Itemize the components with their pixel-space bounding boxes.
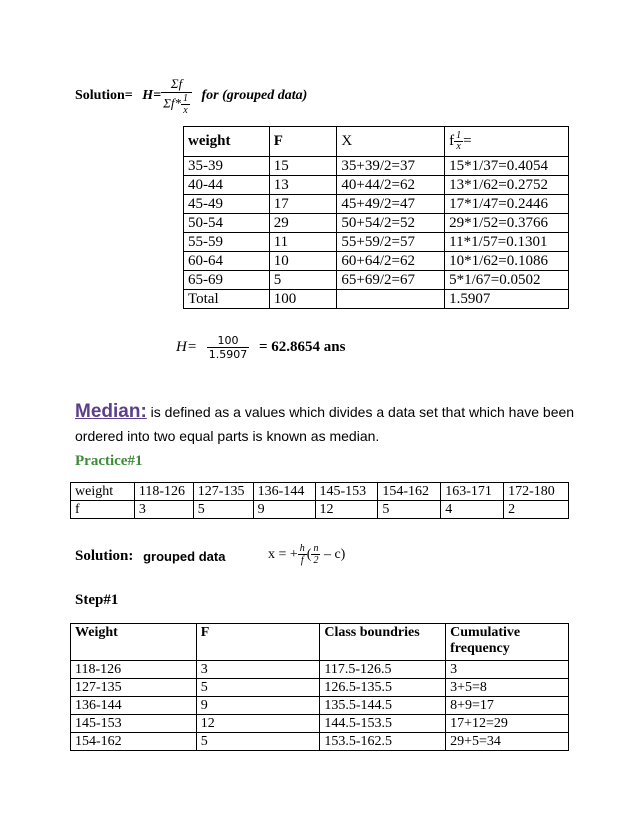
table-cell: 9 (253, 501, 315, 519)
header-f-letter: f (449, 133, 455, 149)
table-cell: 154-162 (71, 733, 197, 751)
table-cell: 136-144 (253, 483, 315, 501)
table-cell: 3 (196, 661, 320, 679)
table-row (71, 715, 569, 733)
table-row (184, 214, 569, 233)
table-cell: weight (71, 483, 135, 501)
h-over-f (298, 543, 307, 566)
table-cell: 3+5=8 (446, 679, 569, 697)
table-cell: 50+54/2=52 (337, 214, 445, 233)
practice-table-body (71, 483, 569, 519)
table-cell: 136-144 (71, 697, 197, 715)
header-f: F (269, 127, 337, 157)
inner-num: 1 (183, 93, 188, 104)
table-cell: 55-59 (184, 233, 270, 252)
table-cell: 12 (315, 501, 378, 519)
table-cell: 45+49/2=47 (337, 195, 445, 214)
table-cell: 127-135 (71, 679, 197, 697)
table-row (71, 733, 569, 751)
table-row (184, 195, 569, 214)
median-text-2: ordered into two equal parts is known as median. (75, 428, 380, 444)
table-cell: 8+9=17 (446, 697, 569, 715)
table-cell: 13*1/62=0.2752 (445, 176, 569, 195)
solution2-label: Solution: (75, 548, 134, 565)
practice-table (70, 482, 569, 519)
inner-fraction (181, 93, 190, 116)
formula-n: n (313, 543, 319, 554)
table-cell: 163-171 (441, 483, 504, 501)
table-row (184, 176, 569, 195)
table-row (184, 233, 569, 252)
table-row (184, 157, 569, 176)
formula-f: f (300, 555, 304, 566)
header-f-over-x (445, 127, 569, 157)
step-heading: Step#1 (75, 592, 119, 608)
formula-prefix: x = + (268, 546, 298, 562)
table-cell: 153.5-162.5 (320, 733, 446, 751)
h-result-num: 100 (207, 334, 250, 348)
step-header-cumulative: Cumulative frequency (446, 624, 569, 661)
table-cell: 29*1/52=0.3766 (445, 214, 569, 233)
table-cell: 17+12=29 (446, 715, 569, 733)
step-table (70, 623, 569, 751)
table-cell: 10 (269, 252, 337, 271)
table-cell: 45-49 (184, 195, 270, 214)
header-eq: = (463, 133, 472, 149)
median-definition (75, 400, 575, 448)
table-cell: 17 (269, 195, 337, 214)
step-table-body (71, 661, 569, 751)
table-cell: 3 (134, 501, 193, 519)
median-title: Median: (75, 401, 147, 422)
table-cell: 55+59/2=57 (337, 233, 445, 252)
table-cell: 40-44 (184, 176, 270, 195)
step-header-weight: Weight (71, 624, 197, 661)
table-cell: 60+64/2=62 (337, 252, 445, 271)
table-cell: 50-54 (184, 214, 270, 233)
table-cell: 15*1/37=0.4054 (445, 157, 569, 176)
table-cell: 145-153 (71, 715, 197, 733)
table-row (71, 679, 569, 697)
table-cell: 5 (196, 733, 320, 751)
harmonic-denominator (161, 93, 192, 116)
table-cell: 60-64 (184, 252, 270, 271)
table-cell: 5*1/67=0.0502 (445, 271, 569, 290)
table-cell: 117.5-126.5 (320, 661, 446, 679)
table-cell: Total (184, 290, 270, 309)
step-header-f: F (196, 624, 320, 661)
harmonic-fraction (161, 76, 192, 116)
step-header-row (71, 624, 569, 661)
table-row (71, 661, 569, 679)
step-header-boundaries: Class boundries (320, 624, 446, 661)
table-cell: 5 (269, 271, 337, 290)
table-row (71, 483, 569, 501)
inner-den: x (183, 105, 188, 116)
table-cell: 5 (196, 679, 320, 697)
header-frac-den: x (456, 141, 461, 153)
table-cell: 172-180 (504, 483, 569, 501)
harmonic-result (176, 334, 345, 361)
harmonic-mean-table (183, 126, 569, 309)
table-cell: 65+69/2=67 (337, 271, 445, 290)
table-cell: 5 (193, 501, 253, 519)
table-cell: 10*1/62=0.1086 (445, 252, 569, 271)
table-row (71, 501, 569, 519)
table-cell: 35-39 (184, 157, 270, 176)
table-cell: 127-135 (193, 483, 253, 501)
table-cell: 100 (269, 290, 337, 309)
den-prefix: Σf* (163, 95, 181, 111)
table-cell: 4 (441, 501, 504, 519)
h-result-rhs: = 62.8654 ans (258, 339, 346, 355)
table-cell: 135.5-144.5 (320, 697, 446, 715)
table-cell: 3 (446, 661, 569, 679)
n-over-2 (311, 543, 320, 566)
table-cell (337, 290, 445, 309)
table-cell: 126.5-135.5 (320, 679, 446, 697)
solution-label: Solution= (75, 88, 133, 103)
table-cell: 11 (269, 233, 337, 252)
harmonic-formula-line (75, 76, 307, 116)
h-result-fraction (207, 334, 250, 361)
table-cell: 1.5907 (445, 290, 569, 309)
table-cell: 15 (269, 157, 337, 176)
table-cell: 144.5-153.5 (320, 715, 446, 733)
table-cell: 118-126 (134, 483, 193, 501)
h-result-lhs: H= (176, 339, 197, 355)
h-result-den: 1.5907 (208, 348, 248, 361)
formula-suffix: – c) (323, 546, 346, 562)
harmonic-numerator: Σf (161, 76, 192, 93)
table-row (184, 271, 569, 290)
practice-heading: Practice#1 (75, 453, 143, 469)
table-cell: 9 (196, 697, 320, 715)
table-cell: 2 (504, 501, 569, 519)
table-cell: 11*1/57=0.1301 (445, 233, 569, 252)
table-cell: 154-162 (378, 483, 441, 501)
table-cell: 17*1/47=0.2446 (445, 195, 569, 214)
table-row (71, 697, 569, 715)
table-cell: 29+5=34 (446, 733, 569, 751)
open-paren: ( (306, 546, 312, 562)
header-frac-num: 1 (456, 130, 462, 142)
table-cell: 13 (269, 176, 337, 195)
h-symbol: H= (142, 88, 162, 103)
median-text-1: is defined as a values which divides a data set that which have been (146, 404, 575, 420)
formula-two: 2 (313, 555, 319, 566)
table-row (184, 290, 569, 309)
formula-h: h (299, 543, 305, 554)
header-x: X (337, 127, 445, 157)
median-formula (268, 543, 345, 566)
table-cell: 65-69 (184, 271, 270, 290)
table-cell: 145-153 (315, 483, 378, 501)
table-cell: 118-126 (71, 661, 197, 679)
grouped-data-label: grouped data (143, 549, 226, 565)
table-header-row (184, 127, 569, 157)
table-cell: 5 (378, 501, 441, 519)
table-cell: 35+39/2=37 (337, 157, 445, 176)
median-formula-line (75, 548, 225, 565)
table-cell: 12 (196, 715, 320, 733)
grouped-data-note: for (grouped data) (201, 88, 308, 103)
table-cell: 40+44/2=62 (337, 176, 445, 195)
table-cell: 29 (269, 214, 337, 233)
header-fraction (454, 131, 463, 152)
table-row (184, 252, 569, 271)
harmonic-table-body (184, 157, 569, 309)
header-weight: weight (184, 127, 270, 157)
table-cell: f (71, 501, 135, 519)
